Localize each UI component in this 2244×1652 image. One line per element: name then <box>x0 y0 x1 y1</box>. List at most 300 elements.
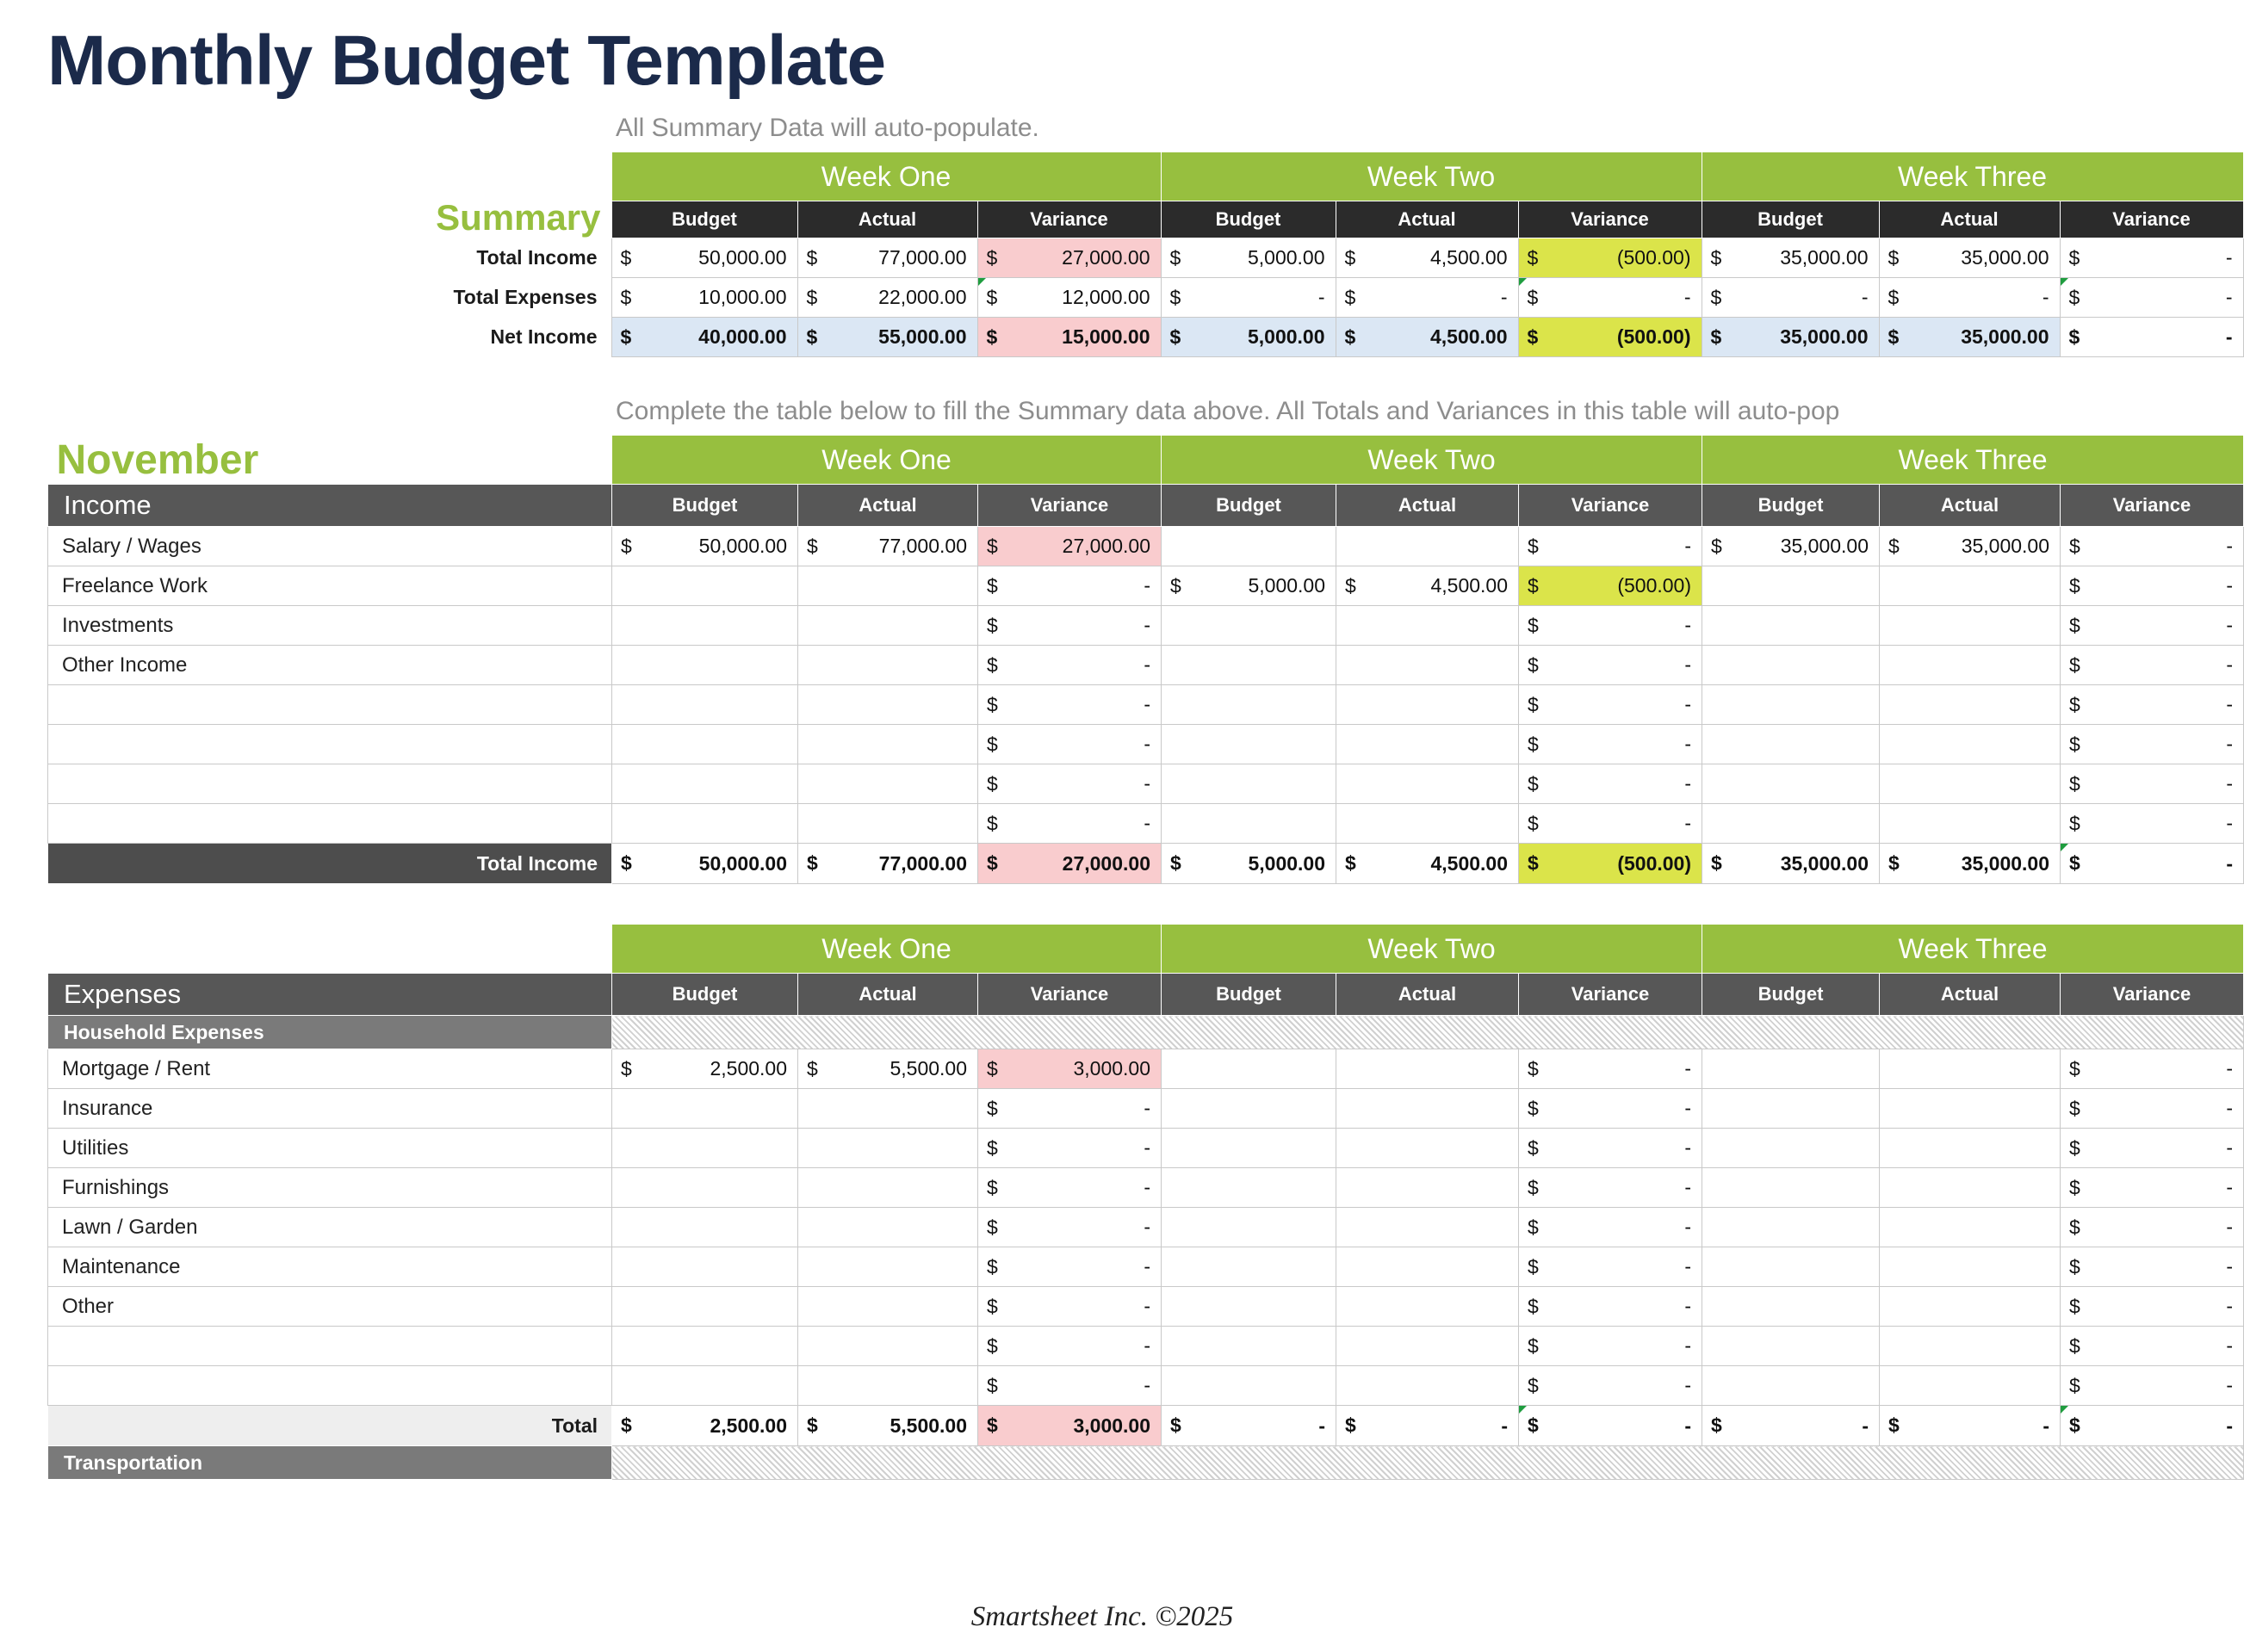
expense-r8-cell-6-empty[interactable] <box>1702 1366 1880 1406</box>
income-r7-cell-6-empty[interactable] <box>1702 804 1880 844</box>
expense-r3-cell-5[interactable] <box>1519 1168 1702 1208</box>
income-r4-cell-8[interactable] <box>2061 685 2244 725</box>
expense-r3-cell-0-empty[interactable] <box>612 1168 798 1208</box>
expenses-col-actual-2: Actual <box>1336 974 1519 1016</box>
currency-symbol: $ <box>621 535 632 558</box>
cell-value: - <box>1684 772 1692 795</box>
summary-r2-cell-2[interactable] <box>977 318 1161 357</box>
expense-r0-cell-8[interactable] <box>2061 1049 2244 1089</box>
income-r3-cell-1-empty[interactable] <box>798 646 978 685</box>
cell-value: - <box>2226 1414 2234 1437</box>
expense-r2-cell-0-empty[interactable] <box>612 1129 798 1168</box>
cell-value: - <box>1144 812 1150 835</box>
income-r2-cell-7-empty[interactable] <box>1880 606 2061 646</box>
expense-r7-cell-1-empty[interactable] <box>798 1327 978 1366</box>
income-r5-cell-1-empty[interactable] <box>798 725 978 764</box>
income-r2-cell-0-empty[interactable] <box>612 606 798 646</box>
summary-r1-cell-3[interactable] <box>1161 278 1336 318</box>
expenses-total-cell-3[interactable] <box>1162 1406 1336 1446</box>
summary-row-label: Net Income <box>490 325 598 349</box>
summary-r1-cell-2[interactable] <box>977 278 1161 318</box>
income-r4-cell-2[interactable] <box>978 685 1162 725</box>
summary-r1-cell-0[interactable] <box>611 278 797 318</box>
income-r2-cell-4-empty[interactable] <box>1336 606 1519 646</box>
expense-r0-cell-3-empty[interactable] <box>1162 1049 1336 1089</box>
cell-value: - <box>2226 614 2234 637</box>
expense-r1-cell-3-empty[interactable] <box>1162 1089 1336 1129</box>
income-r0-cell-5[interactable] <box>1519 527 1702 566</box>
income-col-actual-1: Actual <box>798 485 978 527</box>
expense-r8-cell-0-empty[interactable] <box>612 1366 798 1406</box>
income-r0-cell-3-empty[interactable] <box>1162 527 1336 566</box>
summary-r0-cell-7[interactable] <box>1879 238 2060 278</box>
summary-r2-cell-0[interactable] <box>611 318 797 357</box>
summary-r0-cell-8[interactable] <box>2060 238 2243 278</box>
expense-r2-cell-7-empty[interactable] <box>1880 1129 2061 1168</box>
income-r1-cell-7-empty[interactable] <box>1880 566 2061 606</box>
summary-week-two-header: Week Two <box>1161 152 1702 201</box>
expense-r4-cell-8[interactable] <box>2061 1208 2244 1247</box>
expense-r7-cell-4-empty[interactable] <box>1336 1327 1519 1366</box>
cell-value: 5,500.00 <box>890 1414 967 1437</box>
currency-symbol: $ <box>1528 1057 1539 1080</box>
income-r3-cell-0-empty[interactable] <box>612 646 798 685</box>
income-r5-cell-5[interactable] <box>1519 725 1702 764</box>
income-r0-cell-8[interactable] <box>2061 527 2244 566</box>
currency-symbol: $ <box>1528 1414 1539 1437</box>
expense-row-label[interactable]: Lawn / Garden <box>48 1208 612 1247</box>
cell-value: - <box>1684 812 1692 835</box>
currency-symbol: $ <box>1528 574 1539 597</box>
summary-r1-cell-7[interactable] <box>1879 278 2060 318</box>
cell-value: - <box>2226 1176 2234 1199</box>
cell-value: - <box>1861 286 1869 309</box>
expense-row-label[interactable] <box>48 1366 612 1406</box>
expenses-total-cell-7[interactable] <box>1880 1406 2061 1446</box>
currency-symbol: $ <box>1528 1136 1539 1160</box>
expenses-total-cell-5[interactable] <box>1519 1406 1702 1446</box>
income-r1-cell-6-empty[interactable] <box>1702 566 1880 606</box>
expense-r7-cell-8[interactable] <box>2061 1327 2244 1366</box>
summary-r1-cell-1[interactable] <box>797 278 977 318</box>
currency-symbol: $ <box>2069 1216 2080 1239</box>
table-row <box>48 1168 2244 1208</box>
expense-r5-cell-2[interactable] <box>978 1247 1162 1287</box>
income-r3-cell-2[interactable] <box>978 646 1162 685</box>
income-r6-cell-8[interactable] <box>2061 764 2244 804</box>
expense-r7-cell-5[interactable] <box>1519 1327 1702 1366</box>
expense-r4-cell-4-empty[interactable] <box>1336 1208 1519 1247</box>
currency-symbol: $ <box>1710 325 1722 349</box>
expense-r6-cell-5[interactable] <box>1519 1287 1702 1327</box>
income-total-cell-7[interactable] <box>1880 844 2061 884</box>
currency-symbol: $ <box>987 1374 998 1397</box>
income-r6-cell-7-empty[interactable] <box>1880 764 2061 804</box>
expenses-total-cell-0[interactable] <box>612 1406 798 1446</box>
currency-symbol: $ <box>1528 1334 1539 1358</box>
expense-r1-cell-2[interactable] <box>978 1089 1162 1129</box>
expenses-col-actual-1: Actual <box>798 974 978 1016</box>
income-r7-cell-0-empty[interactable] <box>612 804 798 844</box>
expense-r4-cell-6-empty[interactable] <box>1702 1208 1880 1247</box>
income-row-label[interactable]: Salary / Wages <box>48 527 612 566</box>
currency-symbol: $ <box>987 693 998 716</box>
cell-value: - <box>1144 574 1150 597</box>
table-row <box>48 606 2244 646</box>
currency-symbol: $ <box>986 246 998 269</box>
expense-r8-cell-1-empty[interactable] <box>798 1366 978 1406</box>
expense-r7-cell-6-empty[interactable] <box>1702 1327 1880 1366</box>
summary-r0-cell-6[interactable] <box>1702 238 1879 278</box>
cell-value: - <box>1317 286 1325 309</box>
currency-symbol: $ <box>2069 851 2080 875</box>
income-r1-cell-5[interactable] <box>1519 566 1702 606</box>
cell-value: - <box>1684 614 1692 637</box>
income-r3-cell-8[interactable] <box>2061 646 2244 685</box>
income-r1-cell-3[interactable] <box>1162 566 1336 606</box>
expense-r3-cell-3-empty[interactable] <box>1162 1168 1336 1208</box>
currency-symbol: $ <box>620 286 632 309</box>
income-r2-cell-3-empty[interactable] <box>1162 606 1336 646</box>
income-r5-cell-8[interactable] <box>2061 725 2244 764</box>
expense-r6-cell-4-empty[interactable] <box>1336 1287 1519 1327</box>
income-r0-cell-0[interactable] <box>612 527 798 566</box>
expense-r5-cell-1-empty[interactable] <box>798 1247 978 1287</box>
household-expenses-label: Household Expenses <box>48 1016 612 1049</box>
income-r1-cell-2[interactable] <box>978 566 1162 606</box>
income-r4-cell-7-empty[interactable] <box>1880 685 2061 725</box>
expense-r6-cell-3-empty[interactable] <box>1162 1287 1336 1327</box>
cell-value: 4,500.00 <box>1429 246 1508 269</box>
currency-symbol: $ <box>1169 325 1181 349</box>
expense-r2-cell-6-empty[interactable] <box>1702 1129 1880 1168</box>
income-r5-cell-2[interactable] <box>978 725 1162 764</box>
income-total-cell-3[interactable] <box>1162 844 1336 884</box>
income-r4-cell-6-empty[interactable] <box>1702 685 1880 725</box>
income-r3-cell-6-empty[interactable] <box>1702 646 1880 685</box>
expense-r5-cell-6-empty[interactable] <box>1702 1247 1880 1287</box>
income-total-cell-2[interactable] <box>978 844 1162 884</box>
expenses-total-cell-4[interactable] <box>1336 1406 1519 1446</box>
expense-r6-cell-6-empty[interactable] <box>1702 1287 1880 1327</box>
summary-col-actual-2: Actual <box>1336 201 1518 238</box>
expense-row-label[interactable]: Furnishings <box>48 1168 612 1208</box>
expense-r4-cell-7-empty[interactable] <box>1880 1208 2061 1247</box>
income-r7-cell-2[interactable] <box>978 804 1162 844</box>
expense-r0-cell-0[interactable] <box>612 1049 798 1089</box>
expense-r6-cell-1-empty[interactable] <box>798 1287 978 1327</box>
summary-r0-cell-4[interactable] <box>1336 238 1518 278</box>
summary-r1-cell-6[interactable] <box>1702 278 1879 318</box>
currency-symbol: $ <box>1345 851 1356 875</box>
expense-r4-cell-1-empty[interactable] <box>798 1208 978 1247</box>
expense-r0-cell-1[interactable] <box>798 1049 978 1089</box>
expense-r8-cell-4-empty[interactable] <box>1336 1366 1519 1406</box>
summary-r0-cell-2[interactable] <box>977 238 1161 278</box>
expense-r2-cell-3-empty[interactable] <box>1162 1129 1336 1168</box>
income-r0-cell-1[interactable] <box>798 527 978 566</box>
summary-r2-cell-8[interactable] <box>2060 318 2243 357</box>
summary-row-label: Total Income <box>476 246 598 269</box>
expense-r5-cell-4-empty[interactable] <box>1336 1247 1519 1287</box>
expense-row-label[interactable]: Other <box>48 1287 612 1327</box>
expense-r8-cell-7-empty[interactable] <box>1880 1366 2061 1406</box>
expenses-col-variance-1: Variance <box>978 974 1162 1016</box>
expense-r3-cell-6-empty[interactable] <box>1702 1168 1880 1208</box>
income-r7-cell-5[interactable] <box>1519 804 1702 844</box>
income-r4-cell-5[interactable] <box>1519 685 1702 725</box>
currency-symbol: $ <box>2069 1414 2080 1437</box>
expense-r6-cell-7-empty[interactable] <box>1880 1287 2061 1327</box>
income-r6-cell-5[interactable] <box>1519 764 1702 804</box>
income-total-cell-4[interactable] <box>1336 844 1519 884</box>
income-total-cell-1[interactable] <box>798 844 978 884</box>
table-row <box>48 1327 2244 1366</box>
expense-r1-cell-6-empty[interactable] <box>1702 1089 1880 1129</box>
income-r5-cell-6-empty[interactable] <box>1702 725 1880 764</box>
expense-r2-cell-8[interactable] <box>2061 1129 2244 1168</box>
income-r5-cell-4-empty[interactable] <box>1336 725 1519 764</box>
cell-value: 5,000.00 <box>1248 574 1325 597</box>
summary-col-budget-1: Budget <box>611 201 797 238</box>
income-r3-cell-5[interactable] <box>1519 646 1702 685</box>
currency-symbol: $ <box>987 535 998 558</box>
expense-r2-cell-5[interactable] <box>1519 1129 1702 1168</box>
income-r2-cell-5[interactable] <box>1519 606 1702 646</box>
expense-r4-cell-0-empty[interactable] <box>612 1208 798 1247</box>
cell-value: 35,000.00 <box>1961 325 2049 349</box>
summary-r0-cell-5[interactable] <box>1518 238 1702 278</box>
income-r5-cell-0-empty[interactable] <box>612 725 798 764</box>
expense-row-label[interactable]: Maintenance <box>48 1247 612 1287</box>
expense-r7-cell-3-empty[interactable] <box>1162 1327 1336 1366</box>
summary-r0-cell-3[interactable] <box>1161 238 1336 278</box>
expense-r1-cell-8[interactable] <box>2061 1089 2244 1129</box>
cell-value: - <box>2043 1414 2050 1437</box>
expense-r8-cell-8[interactable] <box>2061 1366 2244 1406</box>
expense-r5-cell-0-empty[interactable] <box>612 1247 798 1287</box>
income-r3-cell-4-empty[interactable] <box>1336 646 1519 685</box>
expense-r0-cell-4-empty[interactable] <box>1336 1049 1519 1089</box>
summary-r0-cell-1[interactable] <box>797 238 977 278</box>
income-row-label[interactable] <box>48 685 612 725</box>
income-r6-cell-0-empty[interactable] <box>612 764 798 804</box>
currency-symbol: $ <box>987 1414 998 1437</box>
expenses-total-cell-8[interactable] <box>2061 1406 2244 1446</box>
income-r5-cell-3-empty[interactable] <box>1162 725 1336 764</box>
cell-value: 5,500.00 <box>890 1057 967 1080</box>
income-r0-cell-6[interactable] <box>1702 527 1880 566</box>
income-r6-cell-6-empty[interactable] <box>1702 764 1880 804</box>
expense-r5-cell-7-empty[interactable] <box>1880 1247 2061 1287</box>
summary-r2-cell-1[interactable] <box>797 318 977 357</box>
currency-symbol: $ <box>1170 574 1181 597</box>
summary-col-budget-2: Budget <box>1161 201 1336 238</box>
income-row-label[interactable]: Freelance Work <box>48 566 612 606</box>
income-total-cell-0[interactable] <box>612 844 798 884</box>
expense-r5-cell-5[interactable] <box>1519 1247 1702 1287</box>
income-week-three-header: Week Three <box>1702 436 2244 485</box>
expenses-total-cell-2[interactable] <box>978 1406 1162 1446</box>
expenses-col-budget-3: Budget <box>1702 974 1880 1016</box>
income-r4-cell-1-empty[interactable] <box>798 685 978 725</box>
income-r3-cell-3-empty[interactable] <box>1162 646 1336 685</box>
expense-r6-cell-0-empty[interactable] <box>612 1287 798 1327</box>
expense-r0-cell-5[interactable] <box>1519 1049 1702 1089</box>
expense-r2-cell-4-empty[interactable] <box>1336 1129 1519 1168</box>
expense-r7-cell-7-empty[interactable] <box>1880 1327 2061 1366</box>
expense-r0-cell-7-empty[interactable] <box>1880 1049 2061 1089</box>
table-row <box>48 646 2244 685</box>
expense-r6-cell-2[interactable] <box>978 1287 1162 1327</box>
cell-value: - <box>2226 851 2234 875</box>
cell-value: - <box>1684 653 1692 677</box>
expense-r3-cell-8[interactable] <box>2061 1168 2244 1208</box>
summary-col-actual-3: Actual <box>1879 201 2060 238</box>
income-row-label[interactable]: Investments <box>48 606 612 646</box>
income-r1-cell-4[interactable] <box>1336 566 1519 606</box>
expense-r1-cell-7-empty[interactable] <box>1880 1089 2061 1129</box>
summary-table <box>47 152 2244 357</box>
expense-r7-cell-0-empty[interactable] <box>612 1327 798 1366</box>
expense-row-label[interactable]: Mortgage / Rent <box>48 1049 612 1089</box>
cell-value: 35,000.00 <box>1780 325 1869 349</box>
expense-r1-cell-4-empty[interactable] <box>1336 1089 1519 1129</box>
expense-r6-cell-8[interactable] <box>2061 1287 2244 1327</box>
summary-r2-cell-6[interactable] <box>1702 318 1879 357</box>
cell-value: 77,000.00 <box>878 246 967 269</box>
summary-r2-cell-3[interactable] <box>1161 318 1336 357</box>
income-r4-cell-3-empty[interactable] <box>1162 685 1336 725</box>
income-total-cell-8[interactable] <box>2061 844 2244 884</box>
expenses-total-cell-6[interactable] <box>1702 1406 1880 1446</box>
summary-col-variance-3: Variance <box>2060 201 2243 238</box>
income-row-label[interactable] <box>48 804 612 844</box>
income-r0-cell-4-empty[interactable] <box>1336 527 1519 566</box>
income-r7-cell-7-empty[interactable] <box>1880 804 2061 844</box>
income-total-cell-6[interactable] <box>1702 844 1880 884</box>
income-r7-cell-1-empty[interactable] <box>798 804 978 844</box>
expenses-total-cell-1[interactable] <box>798 1406 978 1446</box>
income-r6-cell-2[interactable] <box>978 764 1162 804</box>
currency-symbol: $ <box>2069 812 2080 835</box>
income-total-label: Total Income <box>48 844 612 884</box>
cell-value: 27,000.00 <box>1062 535 1150 558</box>
cell-value: - <box>1144 1374 1150 1397</box>
currency-symbol: $ <box>806 325 818 349</box>
income-r7-cell-3-empty[interactable] <box>1162 804 1336 844</box>
expense-r4-cell-3-empty[interactable] <box>1162 1208 1336 1247</box>
income-r5-cell-7-empty[interactable] <box>1880 725 2061 764</box>
income-r7-cell-8[interactable] <box>2061 804 2244 844</box>
income-r4-cell-0-empty[interactable] <box>612 685 798 725</box>
cell-value: - <box>1684 1216 1692 1239</box>
income-r1-cell-0-empty[interactable] <box>612 566 798 606</box>
income-r6-cell-1-empty[interactable] <box>798 764 978 804</box>
income-r1-cell-8[interactable] <box>2061 566 2244 606</box>
cell-value: - <box>2226 1255 2234 1278</box>
cell-value: - <box>2226 1334 2234 1358</box>
income-r7-cell-4-empty[interactable] <box>1336 804 1519 844</box>
summary-note: All Summary Data will auto-populate. <box>616 114 1039 143</box>
expense-r4-cell-5[interactable] <box>1519 1208 1702 1247</box>
cell-value: - <box>1684 693 1692 716</box>
expense-r8-cell-2[interactable] <box>978 1366 1162 1406</box>
expense-r3-cell-4-empty[interactable] <box>1336 1168 1519 1208</box>
expense-r1-cell-5[interactable] <box>1519 1089 1702 1129</box>
expense-r3-cell-2[interactable] <box>978 1168 1162 1208</box>
summary-r0-cell-0[interactable] <box>611 238 797 278</box>
income-r6-cell-4-empty[interactable] <box>1336 764 1519 804</box>
cell-value: 50,000.00 <box>698 535 787 558</box>
expense-r8-cell-5[interactable] <box>1519 1366 1702 1406</box>
expense-r1-cell-1-empty[interactable] <box>798 1089 978 1129</box>
income-col-variance-3: Variance <box>2061 485 2244 527</box>
income-r2-cell-1-empty[interactable] <box>798 606 978 646</box>
summary-r1-cell-4[interactable] <box>1336 278 1518 318</box>
currency-symbol: $ <box>987 1057 998 1080</box>
expense-r0-cell-6-empty[interactable] <box>1702 1049 1880 1089</box>
expense-r0-cell-2[interactable] <box>978 1049 1162 1089</box>
expense-r5-cell-3-empty[interactable] <box>1162 1247 1336 1287</box>
income-total-cell-5[interactable] <box>1519 844 1702 884</box>
summary-r1-cell-5[interactable] <box>1518 278 1702 318</box>
expense-row-label[interactable] <box>48 1327 612 1366</box>
income-row-label[interactable]: Other Income <box>48 646 612 685</box>
cell-value: - <box>1862 1414 1869 1437</box>
expense-r1-cell-0-empty[interactable] <box>612 1089 798 1129</box>
summary-week-three-header: Week Three <box>1702 152 2243 201</box>
cell-value: 35,000.00 <box>1780 246 1869 269</box>
currency-symbol: $ <box>1528 1374 1539 1397</box>
summary-r2-cell-4[interactable] <box>1336 318 1518 357</box>
expense-row-label[interactable]: Insurance <box>48 1089 612 1129</box>
income-r4-cell-4-empty[interactable] <box>1336 685 1519 725</box>
income-r0-cell-2[interactable] <box>978 527 1162 566</box>
table-row <box>48 804 2244 844</box>
summary-r1-cell-8[interactable] <box>2060 278 2243 318</box>
income-row-label[interactable] <box>48 725 612 764</box>
summary-r2-cell-5[interactable] <box>1518 318 1702 357</box>
expense-r7-cell-2[interactable] <box>978 1327 1162 1366</box>
income-row-label[interactable] <box>48 764 612 804</box>
income-r6-cell-3-empty[interactable] <box>1162 764 1336 804</box>
income-r1-cell-1-empty[interactable] <box>798 566 978 606</box>
expense-r8-cell-3-empty[interactable] <box>1162 1366 1336 1406</box>
summary-r2-cell-7[interactable] <box>1879 318 2060 357</box>
currency-symbol: $ <box>987 772 998 795</box>
expense-r2-cell-2[interactable] <box>978 1129 1162 1168</box>
income-r2-cell-2[interactable] <box>978 606 1162 646</box>
currency-symbol: $ <box>1711 851 1722 875</box>
expenses-col-actual-3: Actual <box>1880 974 2061 1016</box>
income-r0-cell-7[interactable] <box>1880 527 2061 566</box>
currency-symbol: $ <box>806 286 818 309</box>
income-col-actual-3: Actual <box>1880 485 2061 527</box>
expense-r3-cell-1-empty[interactable] <box>798 1168 978 1208</box>
expense-r2-cell-1-empty[interactable] <box>798 1129 978 1168</box>
expense-r5-cell-8[interactable] <box>2061 1247 2244 1287</box>
expense-row-label[interactable]: Utilities <box>48 1129 612 1168</box>
currency-symbol: $ <box>2069 653 2080 677</box>
income-r2-cell-8[interactable] <box>2061 606 2244 646</box>
cell-value: - <box>1144 733 1150 756</box>
expense-r3-cell-7-empty[interactable] <box>1880 1168 2061 1208</box>
currency-symbol: $ <box>1528 693 1539 716</box>
income-r3-cell-7-empty[interactable] <box>1880 646 2061 685</box>
expense-r4-cell-2[interactable] <box>978 1208 1162 1247</box>
income-r2-cell-6-empty[interactable] <box>1702 606 1880 646</box>
